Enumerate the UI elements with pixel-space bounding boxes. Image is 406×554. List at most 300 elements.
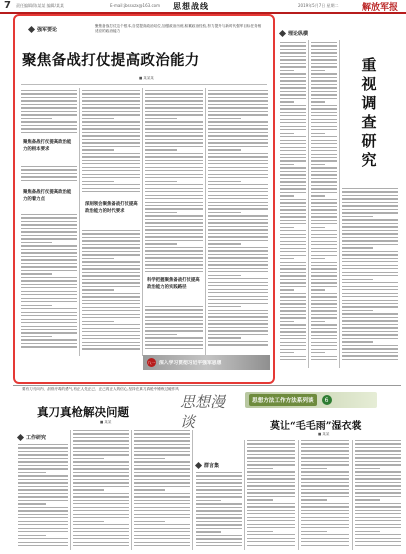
- right-article-tag: 理论纵横: [280, 30, 308, 37]
- army-emblem-icon: 八一: [147, 358, 156, 367]
- text-line: [196, 486, 242, 487]
- text-line: [145, 188, 203, 189]
- text-line: [311, 70, 325, 71]
- text-line: [18, 524, 68, 525]
- text-line: [82, 335, 140, 336]
- text-line: [82, 240, 140, 241]
- text-line: [280, 293, 306, 294]
- text-line: [311, 328, 337, 329]
- text-line: [21, 104, 77, 105]
- text-line: [73, 524, 129, 525]
- text-line: [82, 233, 140, 234]
- right-column-article[interactable]: [278, 28, 402, 371]
- text-line: [311, 150, 337, 151]
- text-line: [208, 198, 268, 199]
- text-line: [342, 324, 398, 325]
- text-line: [208, 327, 268, 328]
- text-line: [145, 191, 203, 192]
- text-line: [145, 111, 203, 112]
- text-line: [21, 263, 77, 264]
- text-line: [342, 195, 398, 196]
- text-line: [134, 503, 190, 504]
- text-line: [18, 496, 68, 497]
- text-line: [280, 286, 306, 287]
- text-line: [342, 359, 398, 360]
- text-line: [145, 261, 203, 262]
- text-line: [196, 531, 221, 532]
- text-line: [145, 142, 203, 143]
- text-line: [208, 341, 268, 342]
- text-line: [355, 450, 401, 451]
- text-line: [247, 545, 295, 546]
- column-3-text-b: [145, 306, 203, 352]
- text-line: [301, 492, 349, 493]
- text-line: [21, 294, 77, 295]
- text-line: [82, 328, 140, 329]
- text-line: [311, 293, 337, 294]
- text-line: [280, 317, 306, 318]
- text-line: [21, 252, 77, 253]
- text-line: [311, 160, 337, 161]
- text-line: [280, 258, 294, 259]
- text-line: [355, 541, 401, 542]
- text-line: [311, 331, 337, 332]
- text-line: [82, 128, 140, 129]
- text-line: [82, 321, 114, 322]
- text-line: [301, 524, 349, 525]
- text-line: [82, 338, 140, 339]
- text-line: [73, 458, 104, 459]
- text-line: [280, 279, 306, 280]
- text-line: [342, 331, 398, 332]
- text-line: [21, 322, 77, 323]
- text-line: [311, 206, 337, 207]
- text-line: [82, 345, 140, 346]
- text-line: [355, 545, 401, 546]
- text-line: [342, 348, 398, 349]
- text-line: [311, 227, 325, 228]
- text-line: [280, 251, 306, 252]
- text-line: [18, 461, 68, 462]
- text-line: [21, 228, 77, 229]
- text-line: [145, 97, 203, 98]
- text-line: [311, 213, 337, 214]
- text-line: [18, 447, 68, 448]
- text-line: [280, 108, 306, 109]
- text-line: [311, 45, 337, 46]
- text-line: [301, 450, 349, 451]
- text-line: [21, 107, 77, 108]
- text-line: [342, 188, 398, 189]
- text-line: [21, 277, 77, 278]
- work-research-tag: 工作研究: [18, 434, 46, 441]
- text-line: [311, 87, 337, 88]
- text-line: [82, 146, 140, 147]
- text-line: [21, 259, 77, 260]
- text-line: [247, 513, 295, 514]
- text-line: [145, 229, 203, 230]
- text-line: [82, 272, 140, 273]
- series-title-bar: [245, 392, 377, 408]
- text-line: [134, 496, 190, 497]
- text-line: [21, 180, 77, 181]
- text-line: [280, 185, 306, 186]
- text-line: [82, 142, 140, 143]
- text-line: [311, 303, 337, 304]
- text-line: [134, 447, 190, 448]
- text-line: [355, 482, 401, 483]
- text-line: [82, 139, 140, 140]
- text-line: [82, 342, 140, 343]
- text-line: [145, 313, 203, 314]
- text-line: [82, 97, 140, 98]
- text-line: [280, 56, 306, 57]
- text-line: [342, 261, 398, 262]
- text-line: [134, 538, 190, 539]
- highlighted-lead-article[interactable]: [13, 14, 275, 384]
- text-line: [82, 247, 140, 248]
- text-line: [342, 334, 398, 335]
- text-line: [280, 122, 306, 123]
- text-line: [145, 348, 203, 349]
- text-line: [21, 166, 77, 167]
- text-line: [342, 237, 398, 238]
- text-line: [208, 153, 268, 154]
- text-line: [208, 271, 268, 272]
- text-line: [311, 202, 337, 203]
- text-line: [208, 254, 268, 255]
- text-line: [18, 486, 68, 487]
- text-line: [21, 221, 77, 222]
- text-line: [301, 527, 349, 528]
- text-line: [145, 118, 177, 119]
- text-line: [21, 343, 77, 344]
- text-line: [82, 153, 140, 154]
- text-line: [247, 485, 295, 486]
- text-line: [247, 503, 295, 504]
- text-line: [208, 222, 268, 223]
- text-line: [21, 326, 77, 327]
- column-1-text-b: [21, 166, 77, 186]
- text-line: [301, 506, 349, 507]
- text-line: [247, 450, 295, 451]
- text-line: [311, 342, 337, 343]
- text-line: [311, 105, 337, 106]
- text-line: [311, 185, 337, 186]
- text-line: [134, 468, 190, 469]
- text-line: [134, 531, 190, 532]
- page-header: [0, 0, 406, 14]
- text-line: [208, 121, 268, 122]
- text-line: [247, 506, 295, 507]
- text-line: [21, 217, 77, 218]
- text-line: [342, 338, 398, 339]
- text-line: [280, 255, 306, 256]
- text-line: [311, 101, 325, 102]
- text-line: [82, 111, 140, 112]
- text-line: [73, 528, 129, 529]
- text-line: [280, 140, 306, 141]
- text-line: [355, 485, 401, 486]
- text-line: [311, 234, 337, 235]
- text-line: [301, 454, 349, 455]
- text-line: [311, 268, 337, 269]
- text-line: [21, 224, 77, 225]
- text-line: [342, 289, 398, 290]
- text-line: [280, 202, 306, 203]
- text-line: [82, 93, 140, 94]
- column-2-text: [82, 90, 140, 198]
- text-line: [311, 289, 325, 290]
- text-line: [280, 324, 306, 325]
- text-line: [342, 223, 398, 224]
- text-line: [145, 215, 203, 216]
- text-line: [134, 542, 190, 543]
- text-line: [82, 104, 140, 105]
- text-line: [342, 251, 398, 252]
- text-line: [145, 177, 203, 178]
- text-line: [311, 84, 337, 85]
- text-line: [301, 464, 349, 465]
- text-line: [82, 303, 140, 304]
- text-line: [196, 472, 242, 473]
- text-line: [301, 457, 349, 458]
- text-line: [280, 150, 306, 151]
- text-line: [247, 468, 273, 469]
- text-line: [82, 254, 140, 255]
- text-line: [145, 309, 203, 310]
- text-line: [280, 206, 306, 207]
- text-line: [247, 471, 295, 472]
- text-line: [208, 212, 241, 213]
- text-line: [208, 310, 268, 311]
- text-line: [21, 270, 77, 271]
- text-line: [280, 342, 306, 343]
- text-line: [208, 170, 268, 171]
- text-line: [208, 226, 268, 227]
- text-line: [21, 332, 77, 333]
- text-line: [208, 97, 268, 98]
- text-line: [21, 128, 77, 129]
- lower-article-byline: ■ 某某: [100, 420, 112, 424]
- text-line: [342, 345, 398, 346]
- text-line: [280, 181, 306, 182]
- text-line: [73, 465, 129, 466]
- text-line: [342, 303, 398, 304]
- text-line: [208, 132, 268, 133]
- text-line: [355, 461, 401, 462]
- text-line: [311, 335, 337, 336]
- text-line: [134, 507, 190, 508]
- text-line: [280, 94, 306, 95]
- text-line: [311, 359, 337, 360]
- text-line: [311, 108, 337, 109]
- text-line: [208, 334, 268, 335]
- subhead-4: 科学把握聚焦备战打仗提高政治能力的实践路径: [147, 278, 200, 290]
- text-line: [134, 510, 190, 511]
- text-line: [342, 296, 398, 297]
- text-line: [208, 320, 268, 321]
- text-line: [208, 247, 268, 248]
- text-line: [208, 156, 268, 157]
- text-line: [196, 517, 242, 518]
- text-line: [145, 243, 177, 244]
- column-1-text: [21, 90, 77, 136]
- text-line: [301, 482, 349, 483]
- text-line: [82, 177, 140, 178]
- text-line: [73, 496, 129, 497]
- text-line: [280, 70, 294, 71]
- text-line: [301, 510, 349, 511]
- text-line: [208, 285, 268, 286]
- text-line: [355, 440, 401, 441]
- text-line: [134, 486, 190, 487]
- text-line: [280, 143, 306, 144]
- text-line: [196, 542, 242, 543]
- text-line: [21, 111, 77, 112]
- text-line: [311, 216, 337, 217]
- lower-text-col-1: [18, 444, 68, 550]
- text-line: [311, 174, 337, 175]
- text-line: [280, 129, 306, 130]
- text-line: [21, 132, 77, 133]
- text-line: [18, 510, 68, 511]
- diamond-icon: [28, 26, 35, 33]
- text-line: [280, 119, 306, 120]
- text-line: [82, 170, 140, 171]
- text-line: [342, 191, 398, 192]
- text-line: [342, 279, 373, 280]
- text-line: [145, 163, 203, 164]
- text-line: [73, 447, 129, 448]
- text-line: [311, 188, 337, 189]
- text-line: [247, 489, 295, 490]
- text-line: [21, 173, 77, 174]
- text-line: [208, 250, 268, 251]
- text-line: [301, 447, 349, 448]
- text-line: [18, 465, 68, 466]
- text-line: [355, 478, 401, 479]
- text-line: [196, 538, 242, 539]
- text-line: [73, 510, 129, 511]
- diamond-icon: [195, 462, 202, 469]
- text-line: [280, 98, 306, 99]
- text-line: [311, 255, 337, 256]
- text-line: [280, 237, 306, 238]
- text-line: [82, 293, 140, 294]
- text-line: [73, 472, 129, 473]
- text-line: [301, 485, 349, 486]
- text-line: [280, 300, 306, 301]
- text-line: [134, 458, 165, 459]
- text-line: [247, 517, 295, 518]
- text-line: [247, 541, 295, 542]
- text-line: [208, 257, 268, 258]
- text-line: [145, 125, 203, 126]
- text-line: [18, 482, 68, 483]
- text-line: [145, 344, 203, 345]
- text-line: [208, 289, 268, 290]
- text-line: [196, 493, 242, 494]
- text-line: [311, 338, 337, 339]
- text-line: [280, 275, 306, 276]
- text-line: [342, 212, 398, 213]
- text-line: [311, 42, 337, 43]
- text-line: [280, 105, 306, 106]
- text-line: [21, 238, 77, 239]
- text-line: [134, 479, 190, 480]
- text-line: [21, 291, 77, 292]
- text-line: [301, 513, 349, 514]
- text-line: [311, 49, 337, 50]
- text-line: [208, 268, 268, 269]
- text-line: [355, 538, 401, 539]
- text-line: [342, 275, 398, 276]
- text-line: [145, 184, 203, 185]
- text-line: [134, 451, 190, 452]
- text-line: [21, 308, 77, 309]
- text-line: [301, 499, 327, 500]
- text-line: [82, 348, 140, 349]
- text-line: [196, 545, 242, 546]
- text-line: [145, 330, 203, 331]
- text-line: [355, 531, 380, 532]
- text-line: [311, 77, 337, 78]
- text-line: [145, 264, 203, 265]
- text-line: [208, 313, 268, 314]
- text-line: [301, 538, 349, 539]
- text-line: [247, 447, 295, 448]
- text-line: [145, 341, 203, 342]
- text-line: [208, 149, 241, 150]
- text-line: [311, 63, 337, 64]
- text-line: [342, 205, 398, 206]
- text-line: [280, 296, 306, 297]
- text-line: [145, 257, 203, 258]
- text-line: [145, 121, 203, 122]
- text-line: [280, 45, 306, 46]
- text-line: [82, 237, 140, 238]
- text-line: [208, 229, 268, 230]
- text-line: [311, 122, 337, 123]
- text-line: [82, 286, 140, 287]
- text-line: [247, 492, 295, 493]
- text-line: [311, 275, 337, 276]
- text-line: [301, 443, 349, 444]
- text-line: [145, 195, 203, 196]
- text-line: [247, 510, 295, 511]
- text-line: [73, 444, 129, 445]
- text-line: [311, 296, 337, 297]
- text-line: [208, 181, 241, 182]
- text-line: [355, 475, 401, 476]
- text-line: [145, 139, 203, 140]
- text-line: [208, 188, 268, 189]
- text-line: [82, 244, 140, 245]
- text-line: [21, 312, 77, 313]
- text-line: [280, 272, 306, 273]
- text-line: [82, 181, 114, 182]
- text-line: [73, 545, 129, 546]
- text-line: [73, 503, 129, 504]
- text-line: [311, 136, 337, 137]
- text-line: [196, 482, 242, 483]
- diamond-icon: [279, 30, 286, 37]
- text-line: [21, 125, 77, 126]
- text-line: [82, 317, 140, 318]
- text-line: [134, 489, 165, 490]
- text-line: [82, 118, 114, 119]
